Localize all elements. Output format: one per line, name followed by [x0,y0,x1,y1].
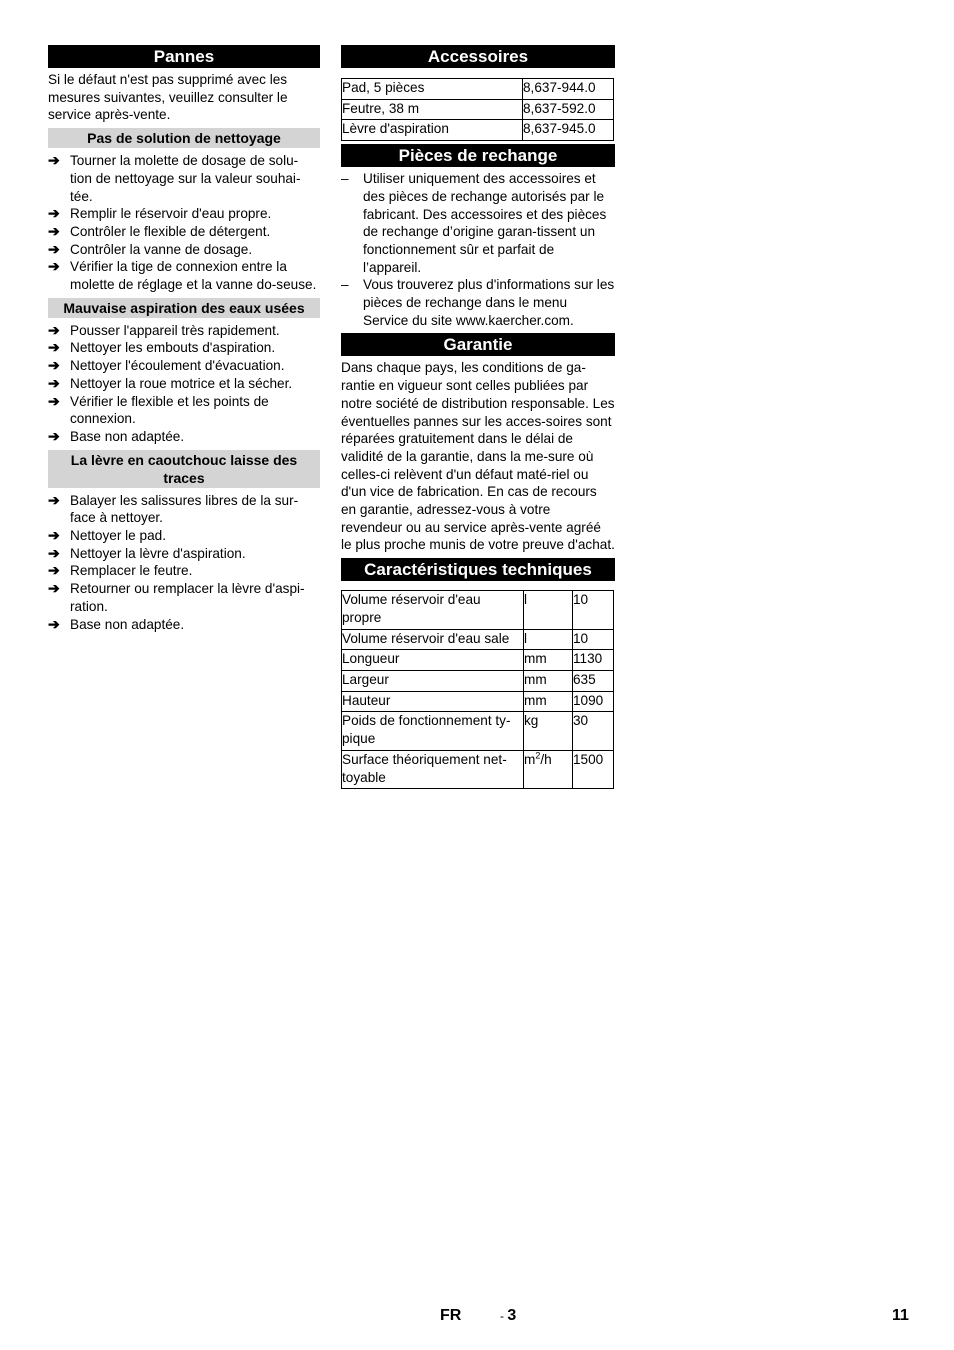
caracteristiques-table [341,590,614,789]
garantie-text: Dans chaque pays, les conditions de ga-rantie en vigueur sont celles publiées par notre société de distribution responsable. Les éventuelles pannes sur les acces-soires sont réparées gratuitement dans le délai de validité de la garantie, dans la me-sure où celles-ci relèvent d'un défaut maté-riel ou d'un vice de fabrication. En cas de recours en garantie, adressez-vous à votre revendeur ou au service après-vente agréé le plus proche munis de votre preuve d'achat. [341,360,615,553]
accessoires-heading: Accessoires [341,45,615,68]
arrow-icon: ➔ [48,205,60,222]
garantie-heading: Garantie [341,333,615,356]
subheading: La lèvre en caoutchouc laisse des traces [48,450,320,488]
list-item: ➔ Nettoyer la lèvre d'aspiration. [48,544,246,561]
list-item: – Vous trouverez plus d'informations sur les pièces de rechange dans le menu Service du site www.kaercher.com. [341,277,615,328]
footer-language: FR [440,1307,462,1324]
list-item: – Utiliser uniquement des accessoires et des pièces de rechange autorisés par le fabricant. Des accessoires et des pièces de rechange d’origine garan-tissent un fonctionnement sûr et parfait de l’appareil. [341,171,607,275]
list-item: ➔ Vérifier la tige de connexion entre la molette de réglage et la vanne do-seuse. [48,258,317,293]
list-item: ➔ Base non adaptée. [48,615,185,632]
subheading: Mauvaise aspiration des eaux usées [48,298,320,318]
table-row: Lèvre d'aspiration 8,637-945.0 [342,120,614,141]
list-item: ➔ Contrôler la vanne de dosage. [48,240,253,257]
table-row: Volume réservoir d'eau sale l 10 [342,629,614,650]
list-item: ➔ Remplacer le feutre. [48,562,193,579]
pannes-intro: Si le défaut n'est pas supprimé avec les mesures suivantes, veuillez consulter le service après-vente. [48,72,288,123]
list-item: ➔ Vérifier le flexible et les points de connexion. [48,392,269,427]
arrow-icon: ➔ [48,615,60,632]
page-number: 11 [892,1307,909,1324]
list-item: ➔ Balayer les salissures libres de la sur-face à nettoyer. [48,491,299,526]
arrow-icon: ➔ [48,357,60,374]
table-row: Poids de fonctionnement ty-pique kg 30 [342,712,614,750]
arrow-icon: ➔ [48,580,60,597]
section-mauvaise-aspiration [48,298,320,446]
list-item: ➔ Tourner la molette de dosage de solu-tion de nettoyage sur la valeur souhai-tée. [48,152,301,204]
table-row: Longueur mm 1130 [342,650,614,671]
accessoires-table [341,78,614,141]
list-item: ➔ Nettoyer l'écoulement d'évacuation. [48,357,285,374]
arrow-icon: ➔ [48,152,60,169]
arrow-icon: ➔ [48,544,60,561]
pannes-heading: Pannes [48,45,320,68]
list-item: ➔ Retourner ou remplacer la lèvre d'aspi-ration. [48,580,305,614]
table-row: Hauteur mm 1090 [342,691,614,712]
table-row: Largeur mm 635 [342,670,614,691]
section-levre-caoutchouc [48,450,320,634]
arrow-icon: ➔ [48,527,60,544]
right-column [341,45,615,789]
arrow-icon: ➔ [48,392,60,409]
arrow-icon: ➔ [48,491,60,508]
section-pas-de-solution [48,128,320,294]
arrow-icon: ➔ [48,258,60,275]
arrow-icon: ➔ [48,240,60,257]
table-row: Feutre, 38 m 8,637-592.0 [342,99,614,120]
list-item: ➔ Base non adaptée. [48,427,185,444]
arrow-icon: ➔ [48,427,60,444]
arrow-icon: ➔ [48,222,60,239]
list-item: ➔ Nettoyer les embouts d'aspiration. [48,339,276,356]
list-item: ➔ Nettoyer la roue motrice et la sécher. [48,374,293,391]
list-item: ➔ Contrôler le flexible de détergent. [48,222,271,239]
caracteristiques-heading: Caractéristiques techniques [341,558,615,581]
left-column [48,45,320,637]
subheading: Pas de solution de nettoyage [48,128,320,148]
pieces-heading: Pièces de rechange [341,144,615,167]
arrow-icon: ➔ [48,321,60,338]
table-row: Volume réservoir d'eau propre l 10 [342,591,614,629]
table-row: Pad, 5 pièces 8,637-944.0 [342,79,614,100]
list-item: ➔ Nettoyer le pad. [48,527,166,544]
dash-icon: – [341,171,349,187]
arrow-icon: ➔ [48,339,60,356]
arrow-icon: ➔ [48,562,60,579]
footer-section-number: - 3 [500,1307,517,1324]
list-item: ➔ Pousser l'appareil très rapidement. [48,321,280,338]
arrow-icon: ➔ [48,374,60,391]
table-row: Surface théoriquement net-toyable $m^2/h$ 1500 [342,750,614,788]
list-item: ➔ Remplir le réservoir d'eau propre. [48,205,272,222]
dash-icon: – [341,277,349,293]
